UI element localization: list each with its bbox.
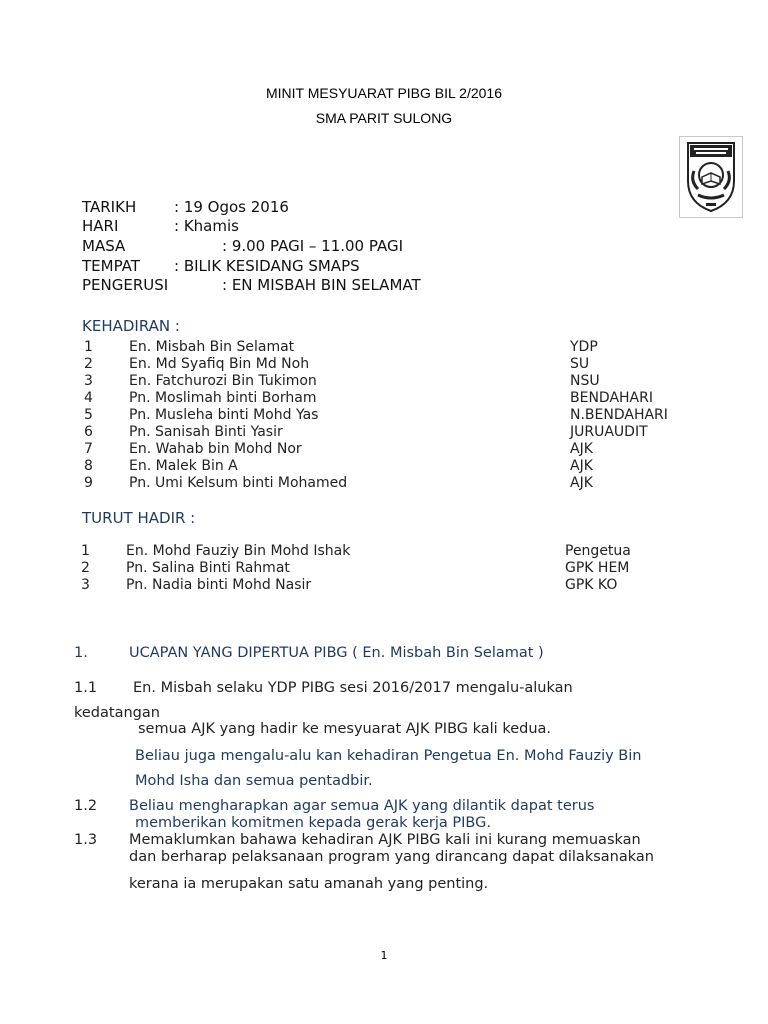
item-1-1-line: kedatangan <box>74 705 160 721</box>
pengerusi-label: PENGERUSI <box>82 276 169 294</box>
guest-name: En. Mohd Fauziy Bin Mohd Ishak <box>126 543 351 559</box>
guest-role: GPK KO <box>565 577 618 593</box>
attendee-number: 8 <box>84 458 93 474</box>
tempat-label: TEMPAT <box>82 257 140 275</box>
item-1-3-line: dan berharap pelaksanaan program yang dirancang dapat dilaksanakan <box>129 849 654 865</box>
attendee-role: JURUAUDIT <box>570 424 648 440</box>
tarikh-label: TARIKH <box>82 198 137 216</box>
document-title: MINIT MESYUARAT PIBG BIL 2/2016 <box>265 85 502 101</box>
attendee-name: En. Malek Bin A <box>129 458 238 474</box>
attendee-role: N.BENDAHARI <box>570 407 668 423</box>
attendee-role: AJK <box>570 475 593 491</box>
page-number: 1 <box>380 949 388 962</box>
attendee-number: 4 <box>84 390 93 406</box>
item-1-1-line: En. Misbah selaku YDP PIBG sesi 2016/2017 mengalu-alukan <box>133 680 573 696</box>
item-1-3-line: Memaklumkan bahawa kehadiran AJK PIBG kali ini kurang memuaskan <box>129 832 641 848</box>
school-name: SMA PARIT SULONG <box>315 110 453 126</box>
section-title: UCAPAN YANG DIPERTUA PIBG ( En. Misbah Bin Selamat ) <box>129 645 544 661</box>
masa-value: : 9.00 PAGI – 11.00 PAGI <box>222 237 403 255</box>
attendee-number: 1 <box>84 339 93 355</box>
tempat-value: : BILIK KESIDANG SMAPS <box>174 257 360 275</box>
turut-hadir-heading: TURUT HADIR : <box>82 509 196 527</box>
tarikh-value: : 19 Ogos 2016 <box>174 198 289 216</box>
item-1-1-number: 1.1 <box>74 680 98 696</box>
guest-role: GPK HEM <box>565 560 630 576</box>
item-1-1-line: Beliau juga mengalu-alu kan kehadiran Pengetua En. Mohd Fauziy Bin <box>135 748 642 764</box>
item-1-2-line: memberikan komitmen kepada gerak kerja PIBG. <box>135 815 491 831</box>
attendee-role: AJK <box>570 441 593 457</box>
section-number: 1. <box>74 645 88 661</box>
attendee-role: SU <box>570 356 590 372</box>
attendee-number: 3 <box>84 373 93 389</box>
guest-number: 3 <box>81 577 90 593</box>
masa-label: MASA <box>82 237 126 255</box>
guest-name: Pn. Nadia binti Mohd Nasir <box>126 577 312 593</box>
attendee-name: En. Md Syafiq Bin Md Noh <box>129 356 310 372</box>
attendee-name: En. Misbah Bin Selamat <box>129 339 295 355</box>
item-1-2-line: Beliau mengharapkan agar semua AJK yang dilantik dapat terus <box>129 798 595 814</box>
attendee-name: Pn. Musleha binti Mohd Yas <box>129 407 319 423</box>
attendee-role: NSU <box>570 373 600 389</box>
attendee-name: Pn. Moslimah binti Borham <box>129 390 317 406</box>
item-1-1-line: semua AJK yang hadir ke mesyuarat AJK PIBG kali kedua. <box>138 721 552 737</box>
attendee-role: AJK <box>570 458 593 474</box>
hari-value: : Khamis <box>174 217 239 235</box>
attendee-name: En. Fatchurozi Bin Tukimon <box>129 373 317 389</box>
attendee-name: Pn. Umi Kelsum binti Mohamed <box>129 475 348 491</box>
attendee-name: Pn. Sanisah Binti Yasir <box>129 424 283 440</box>
attendee-role: BENDAHARI <box>570 390 653 406</box>
kehadiran-heading: KEHADIRAN : <box>82 317 180 335</box>
guest-name: Pn. Salina Binti Rahmat <box>126 560 290 576</box>
guest-role: Pengetua <box>565 543 631 559</box>
attendee-number: 7 <box>84 441 93 457</box>
attendee-number: 9 <box>84 475 93 491</box>
item-1-1-line: Mohd Isha dan semua pentadbir. <box>135 773 373 789</box>
item-1-3-line: kerana ia merupakan satu amanah yang penting. <box>129 876 489 892</box>
hari-label: HARI <box>82 217 119 235</box>
attendee-number: 6 <box>84 424 93 440</box>
attendee-name: En. Wahab bin Mohd Nor <box>129 441 302 457</box>
guest-number: 2 <box>81 560 90 576</box>
attendee-number: 5 <box>84 407 93 423</box>
attendee-role: YDP <box>570 339 598 355</box>
item-1-2-number: 1.2 <box>74 798 98 814</box>
school-crest-icon <box>679 136 743 218</box>
attendee-number: 2 <box>84 356 93 372</box>
item-1-3-number: 1.3 <box>74 832 98 848</box>
pengerusi-value: : EN MISBAH BIN SELAMAT <box>222 276 421 294</box>
guest-number: 1 <box>81 543 90 559</box>
